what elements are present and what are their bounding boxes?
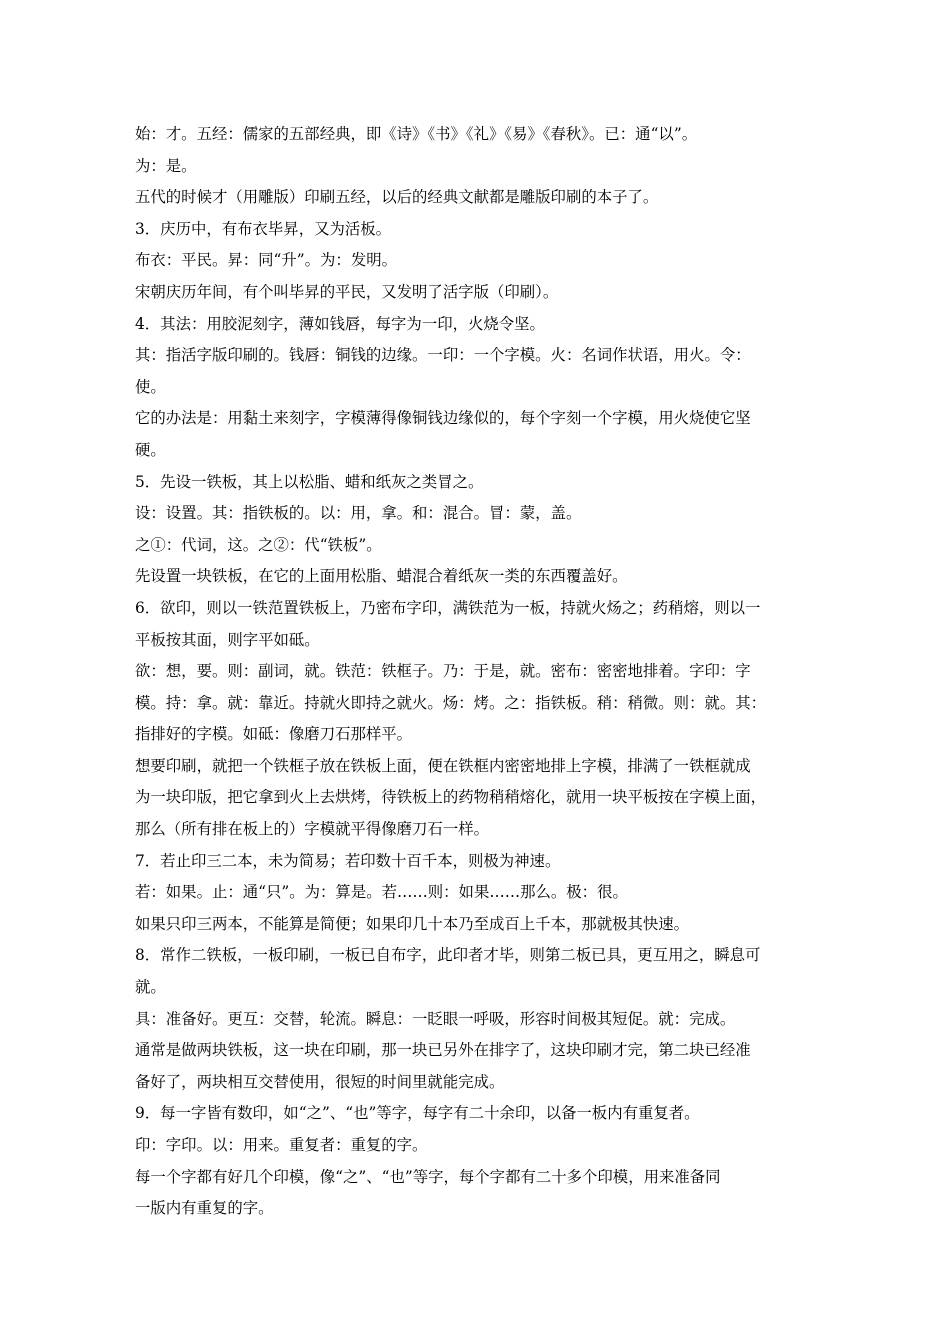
text-line: 其：指活字版印刷的。钱唇：铜钱的边缘。一印：一个字模。火：名词作状语，用火。令： — [135, 346, 751, 365]
text-line: 指排好的字模。如砥：像磨刀石那样平。 — [135, 725, 413, 744]
document-body — [135, 119, 818, 1225]
text-line: 印：字印。以：用来。重复者：重复的字。 — [135, 1136, 428, 1154]
text-line: 每一个字都有好几个印模，像“之”、“也”等字，每个字都有二十多个印模，用来准备同 — [135, 1167, 721, 1186]
text-line: 欲：想，要。则：副词，就。铁范：铁框子。乃：于是，就。密布：密密地排着。字印：字 — [135, 662, 751, 681]
text-line: 宋朝庆历年间，有个叫毕昇的平民，又发明了活字版（印刷）。 — [135, 282, 559, 301]
text-line: 之①：代词，这。之②：代“铁板”。 — [135, 535, 382, 554]
text-line: 就。 — [135, 978, 166, 997]
text-line: 模。持：拿。就：靠近。持就火即持之就火。炀：烤。之：指铁板。稍：稍微。则：就。其： — [135, 693, 767, 712]
text-line: 具：准备好。更互：交替，轮流。瞬息：一眨眼一呼吸，形容时间极其短促。就：完成。 — [135, 1009, 736, 1028]
text-line: 7．若止印三二本，未为简易；若印数十百千本，则极为神速。 — [135, 851, 561, 870]
text-line: 为一块印版，把它拿到火上去烘烤，待铁板上的药物稍稍熔化，就用一块平板按在字模上面， — [135, 788, 767, 807]
text-line: 先设置一块铁板，在它的上面用松脂、蜡混合着纸灰一类的东西覆盖好。 — [135, 567, 628, 586]
text-line: 它的办法是：用黏土来刻字，字模薄得像铜钱边缘似的，每个字刻一个字模，用火烧使它坚 — [135, 409, 751, 428]
text-line: 3．庆历中，有布衣毕昇，又为活板。 — [135, 219, 392, 238]
text-line: 硬。 — [135, 440, 166, 459]
text-line: 使。 — [135, 377, 166, 396]
text-line: 如果只印三两本，不能算是简便；如果印几十本乃至成百上千本，那就极其快速。 — [135, 914, 690, 933]
text-line: 6．欲印，则以一铁范置铁板上，乃密布字印，满铁范为一板，持就火炀之；药稍熔，则以一 — [135, 598, 761, 617]
text-line: 备好了，两块相互交替使用，很短的时间里就能完成。 — [135, 1072, 505, 1091]
text-line: 4．其法：用胶泥刻字，薄如钱唇，每字为一印，火烧令坚。 — [135, 314, 545, 333]
text-line: 平板按其面，则字平如砥。 — [135, 630, 320, 649]
text-line: 始：才。五经：儒家的五部经典，即《诗》《书》《礼》《易》《春秋》。已：通“以”。 — [135, 125, 698, 143]
text-line: 8．常作二铁板，一板印刷，一板已自布字，此印者才毕，则第二板已具，更互用之，瞬息可 — [135, 946, 761, 965]
text-line: 那么（所有排在板上的）字模就平得像磨刀石一样。 — [135, 820, 489, 839]
text-line: 布衣：平民。昇：同“升”。为：发明。 — [135, 251, 397, 270]
text-line: 9．每一字皆有数印，如“之”、“也”等字，每字有二十余印，以备一板内有重复者。 — [135, 1104, 700, 1123]
text-line: 若：如果。止：通“只”。为：算是。若……则：如果……那么。极：很。 — [135, 883, 628, 902]
text-line: 想要印刷，就把一个铁框子放在铁板上面，便在铁框内密密地排上字模，排满了一铁框就成 — [135, 756, 751, 775]
text-line: 为：是。 — [135, 156, 197, 175]
text-line: 一版内有重复的字。 — [135, 1199, 274, 1218]
text-line: 通常是做两块铁板，这一块在印刷，那一块已另外在排字了，这块印刷才完，第二块已经准 — [135, 1041, 751, 1060]
text-line: 五代的时候才（用雕版）印刷五经，以后的经典文献都是雕版印刷的本子了。 — [135, 188, 659, 207]
text-line: 5．先设一铁板，其上以松脂、蜡和纸灰之类冒之。 — [135, 472, 484, 491]
text-line: 设：设置。其：指铁板的。以：用，拿。和：混合。冒：蒙，盖。 — [135, 504, 582, 523]
